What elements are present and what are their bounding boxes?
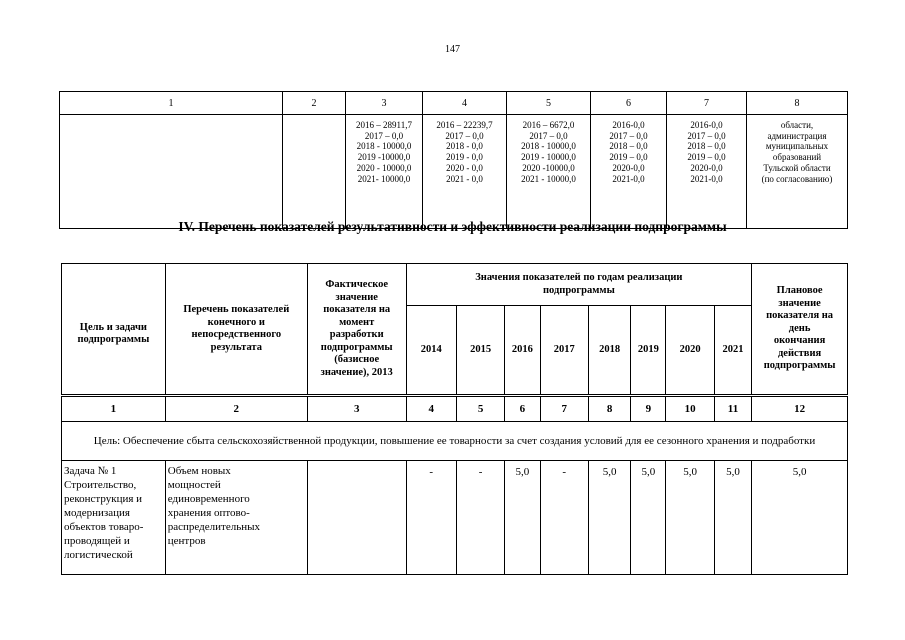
task-planned: 5,0 bbox=[752, 461, 848, 575]
text-line: 2021 - 0,0 bbox=[446, 173, 483, 184]
text-line: 2021-0,0 bbox=[612, 173, 645, 184]
text-line: 2017 – 0,0 bbox=[687, 130, 726, 141]
empty-cell bbox=[283, 115, 346, 229]
column-number: 10 bbox=[666, 396, 714, 422]
text-line: Перечень показателей bbox=[183, 304, 290, 315]
text-line: центров bbox=[167, 535, 206, 547]
task-row bbox=[62, 461, 848, 575]
task-value-2014: - bbox=[406, 461, 456, 575]
text-line: 2018 - 10000,0 bbox=[521, 141, 576, 152]
text-line: 2019 - 10000,0 bbox=[521, 152, 576, 163]
header-year: 2017 bbox=[540, 306, 588, 396]
text-line: Задача № 1 bbox=[64, 465, 117, 477]
header-planned bbox=[752, 264, 848, 396]
column-number: 4 bbox=[406, 396, 456, 422]
text-line: Объем новых bbox=[167, 465, 231, 477]
page-number: 147 bbox=[445, 44, 460, 55]
header-year: 2014 bbox=[406, 306, 456, 396]
task-value-2021: 5,0 bbox=[714, 461, 751, 575]
funding-extrabudget-cell bbox=[667, 115, 747, 229]
text-line: реконструкция и bbox=[64, 493, 143, 505]
text-line: администрация bbox=[767, 130, 827, 141]
text-line: 2016-0,0 bbox=[690, 120, 723, 130]
text-line: показателя на bbox=[323, 304, 391, 315]
text-line: действия bbox=[777, 347, 822, 359]
text-line: показателя на bbox=[766, 310, 834, 322]
continuation-table bbox=[59, 91, 848, 229]
text-line: 2019 - 0,0 bbox=[446, 152, 483, 163]
header-yearly-group bbox=[406, 264, 752, 306]
text-line: 2018 – 0,0 bbox=[609, 141, 648, 152]
text-line: 2018 - 10000,0 bbox=[356, 141, 412, 152]
text-line: значение), 2013 bbox=[320, 366, 393, 378]
task-value-2018: 5,0 bbox=[588, 461, 630, 575]
funding-federal-cell bbox=[423, 115, 507, 229]
text-line: области, bbox=[780, 120, 814, 130]
column-number: 3 bbox=[307, 396, 406, 422]
text-line: 2016 – 22239,7 bbox=[436, 120, 493, 130]
col-header: 5 bbox=[507, 92, 591, 115]
text-line: 2021-0,0 bbox=[690, 173, 723, 184]
goal-text: Цель: Обеспечение сбыта сельскохозяйственной продукции, повышение ее товарности за счет создания условий для ее сезонного хранения и подработки bbox=[62, 422, 848, 461]
text-line: единовременного bbox=[167, 493, 250, 505]
goal-row bbox=[62, 422, 848, 461]
indicators-table bbox=[61, 263, 848, 575]
text-line: Плановое bbox=[776, 285, 823, 297]
text-line: 2016 – 28911,7 bbox=[356, 120, 412, 130]
text-line: мощностей bbox=[167, 479, 221, 491]
text-line: хранения оптово- bbox=[167, 507, 250, 519]
text-line: 2019 – 0,0 bbox=[687, 152, 726, 163]
col-header: 3 bbox=[346, 92, 423, 115]
col-header: 1 bbox=[60, 92, 283, 115]
text-line: Значения показателей по годам реализации bbox=[475, 272, 683, 283]
task-name bbox=[62, 461, 166, 575]
column-number: 11 bbox=[714, 396, 751, 422]
text-line: образований bbox=[772, 152, 822, 163]
text-line: 2019 – 0,0 bbox=[609, 152, 648, 163]
text-line: Тульской области bbox=[763, 162, 831, 173]
text-line: 2020-0,0 bbox=[612, 162, 645, 173]
col-header: 7 bbox=[667, 92, 747, 115]
text-line: Строительство, bbox=[64, 479, 137, 491]
header-year: 2020 bbox=[666, 306, 714, 396]
text-line: (по согласованию) bbox=[761, 173, 833, 184]
text-line: 2020 - 10000,0 bbox=[356, 162, 412, 173]
text-line: 2019 -10000,0 bbox=[357, 152, 411, 163]
text-line: 2021- 10000,0 bbox=[357, 173, 411, 184]
text-line: разработки bbox=[329, 329, 384, 340]
text-line: распределительных bbox=[167, 521, 260, 533]
text-line: 2020-0,0 bbox=[690, 162, 723, 173]
column-number: 2 bbox=[165, 396, 307, 422]
text-line: логистической bbox=[64, 549, 133, 561]
text-line: (базисное bbox=[334, 354, 380, 365]
task-value-2020: 5,0 bbox=[666, 461, 714, 575]
section-title: IV. Перечень показателей результативности и эффективности реализации подпрограммы bbox=[178, 219, 727, 234]
text-line: 2018 - 0,0 bbox=[446, 141, 483, 152]
funding-local-cell bbox=[591, 115, 667, 229]
text-line: результата bbox=[210, 341, 262, 353]
text-line: 2017 – 0,0 bbox=[445, 130, 484, 141]
text-line: 2017 – 0,0 bbox=[529, 130, 568, 141]
col-header: 2 bbox=[283, 92, 346, 115]
text-line: 2016-0,0 bbox=[612, 120, 645, 130]
header-year: 2016 bbox=[505, 306, 540, 396]
funding-regional-cell bbox=[507, 115, 591, 229]
task-baseline bbox=[307, 461, 406, 575]
funding-total-cell bbox=[346, 115, 423, 229]
executor-cell bbox=[747, 115, 848, 229]
text-line: момент bbox=[339, 316, 375, 328]
column-number: 6 bbox=[505, 396, 540, 422]
text-line: подпрограммы bbox=[77, 334, 150, 345]
text-line: Фактическое bbox=[325, 279, 389, 290]
column-number: 8 bbox=[588, 396, 630, 422]
text-line: 2020 - 0,0 bbox=[446, 162, 483, 173]
column-number: 7 bbox=[540, 396, 588, 422]
col-header: 4 bbox=[423, 92, 507, 115]
text-line: день bbox=[788, 322, 811, 334]
col-header: 6 bbox=[591, 92, 667, 115]
text-line: значение bbox=[778, 297, 821, 309]
text-line: подпрограммы bbox=[763, 360, 836, 372]
text-line: объектов товаро- bbox=[64, 521, 144, 533]
continuation-header-row bbox=[60, 92, 848, 115]
text-line: подпрограммы bbox=[320, 341, 393, 353]
text-line: значение bbox=[335, 291, 378, 303]
task-value-2015: - bbox=[456, 461, 504, 575]
column-number: 1 bbox=[62, 396, 166, 422]
empty-cell bbox=[60, 115, 283, 229]
task-indicator bbox=[165, 461, 307, 575]
text-line: проводящей и bbox=[64, 535, 130, 547]
task-value-2016: 5,0 bbox=[505, 461, 540, 575]
header-year: 2021 bbox=[714, 306, 751, 396]
header-baseline bbox=[307, 264, 406, 396]
column-number-row bbox=[62, 396, 848, 422]
text-line: подпрограммы bbox=[542, 284, 615, 296]
text-line: 2020 -10000,0 bbox=[522, 162, 575, 173]
text-line: 2017 – 0,0 bbox=[364, 130, 404, 141]
header-indicators bbox=[165, 264, 307, 396]
text-line: муниципальных bbox=[765, 141, 829, 152]
continuation-data-row bbox=[60, 115, 848, 229]
column-number: 9 bbox=[631, 396, 666, 422]
text-line: 2016 – 6672,0 bbox=[522, 120, 575, 130]
column-number: 5 bbox=[456, 396, 504, 422]
task-value-2019: 5,0 bbox=[631, 461, 666, 575]
col-header: 8 bbox=[747, 92, 848, 115]
text-line: конечного и bbox=[207, 316, 265, 328]
header-year: 2015 bbox=[456, 306, 504, 396]
column-number: 12 bbox=[752, 396, 848, 422]
text-line: непосредственного bbox=[191, 329, 282, 340]
text-line: окончания bbox=[773, 335, 826, 347]
text-line: Цель и задачи bbox=[79, 321, 147, 333]
header-goal-tasks bbox=[62, 264, 166, 396]
header-year: 2018 bbox=[588, 306, 630, 396]
header-year: 2019 bbox=[631, 306, 666, 396]
text-line: 2021 - 10000,0 bbox=[521, 173, 576, 184]
text-line: 2017 – 0,0 bbox=[609, 130, 648, 141]
task-value-2017: - bbox=[540, 461, 588, 575]
text-line: 2018 – 0,0 bbox=[687, 141, 726, 152]
text-line: модернизация bbox=[64, 507, 130, 519]
